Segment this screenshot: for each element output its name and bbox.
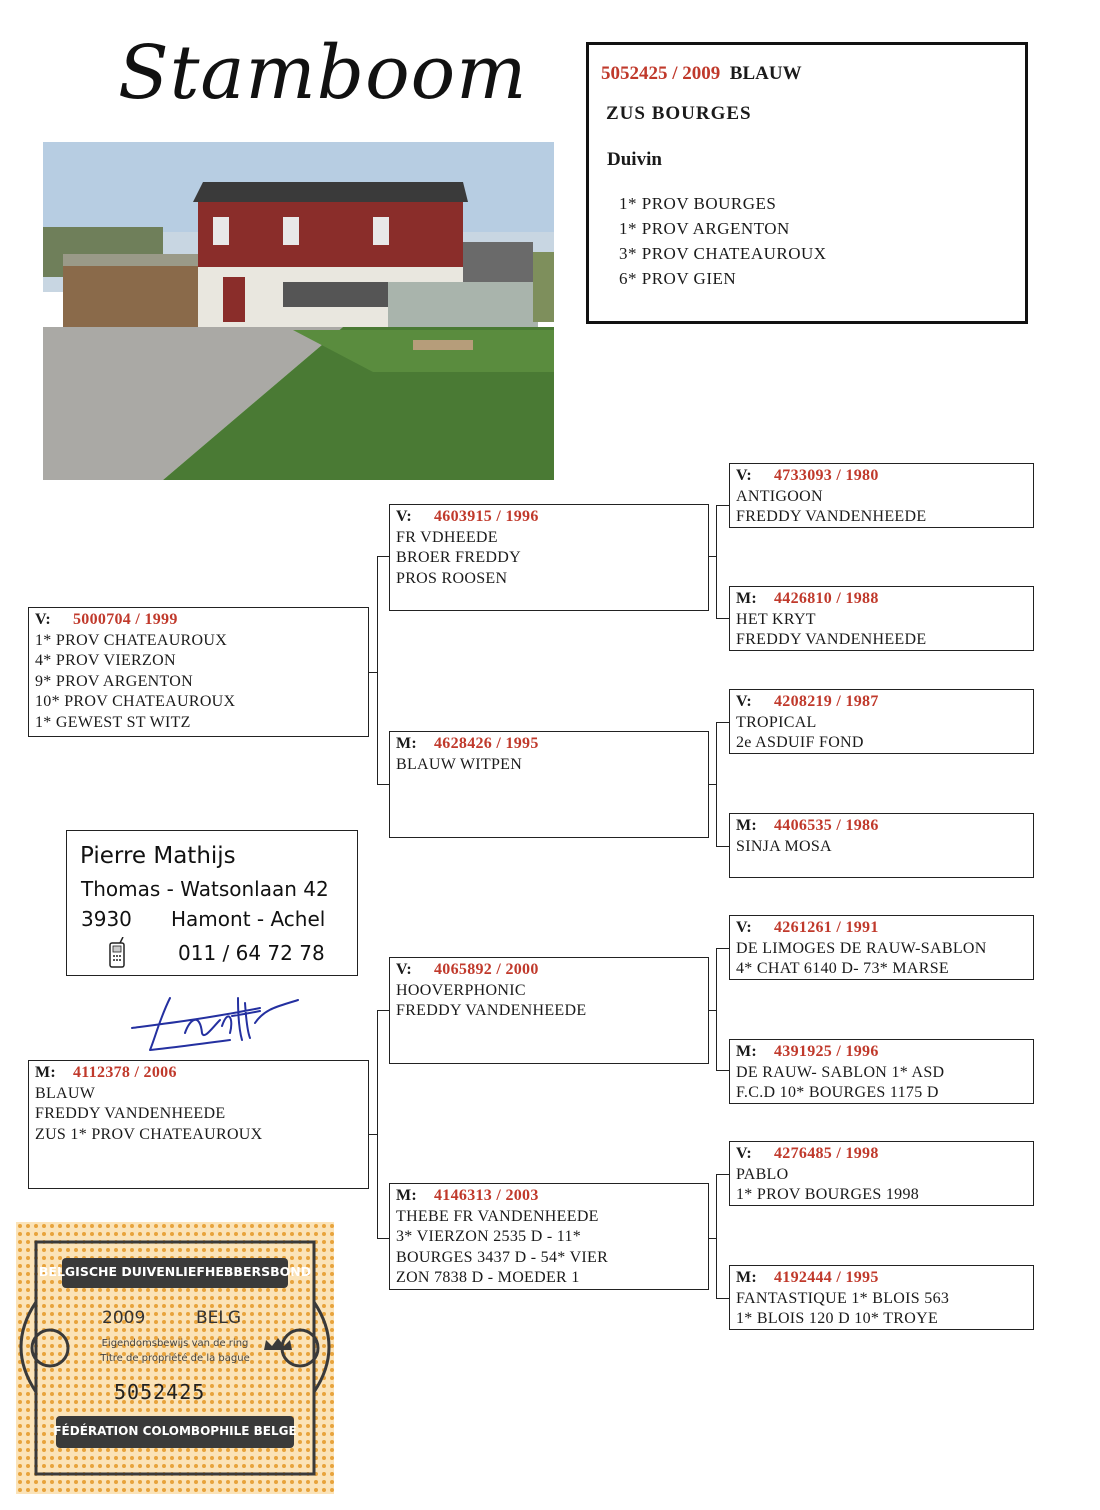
pedigree-great-grandparent <box>729 915 1034 980</box>
ring-number: 4628426 / 1995 <box>434 735 539 752</box>
pedigree-line: PABLO <box>736 1165 789 1183</box>
sex-label: M: <box>736 1043 758 1060</box>
pedigree-line: BLAUW <box>35 1084 96 1102</box>
pedigree-line: 10* PROV CHATEAUROUX <box>35 693 236 710</box>
result-line: 1* PROV ARGENTON <box>619 219 790 238</box>
owner-phone: 011 / 64 72 78 <box>178 941 325 965</box>
sex-label: V: <box>736 693 753 710</box>
pedigree-line: 1* PROV BOURGES 1998 <box>736 1186 920 1203</box>
pedigree-grandmother-maternal <box>389 1183 709 1290</box>
ring-card-country: BELG <box>196 1308 242 1328</box>
pedigree-line: BLAUW WITPEN <box>396 755 523 773</box>
ring-certificate <box>16 1222 334 1494</box>
phone-icon <box>107 937 129 974</box>
pedigree-great-grandparent <box>729 813 1034 878</box>
page-title: Stamboom <box>118 30 528 116</box>
pedigree-line: ZON 7838 D - MOEDER 1 <box>396 1269 580 1286</box>
pedigree-mother <box>28 1060 369 1189</box>
pigeon-name: ZUS BOURGES <box>606 103 752 124</box>
result-line: 1* PROV BOURGES <box>619 194 777 213</box>
pedigree-line: ZUS 1* PROV CHATEAUROUX <box>35 1125 263 1143</box>
pedigree-line: ANTIGOON <box>736 487 823 505</box>
pedigree-line: FREDDY VANDENHEEDE <box>736 508 927 525</box>
ring-card-line2: Titre de propriété de la bague <box>100 1353 250 1364</box>
pedigree-line: FREDDY VANDENHEEDE <box>396 1002 587 1019</box>
pedigree-line: TROPICAL <box>736 713 817 731</box>
sex-label: V: <box>396 961 413 978</box>
sex-label: M: <box>736 817 758 834</box>
sex-label: V: <box>736 467 753 484</box>
pedigree-line: 4* CHAT 6140 D- 73* MARSE <box>736 960 949 977</box>
pedigree-grandfather-maternal <box>389 957 709 1064</box>
ring-number: 4208219 / 1987 <box>774 693 879 710</box>
pedigree-line: 2e ASDUIF FOND <box>736 734 864 751</box>
ring-number: 4426810 / 1988 <box>774 590 879 607</box>
pedigree-grandmother-paternal <box>389 731 709 838</box>
ring-card-top: BELGISCHE DUIVENLIEFHEBBERSBOND <box>38 1264 312 1279</box>
pedigree-line: SINJA MOSA <box>736 837 832 855</box>
ring-number: 4146313 / 2003 <box>434 1187 539 1204</box>
pedigree-line: FREDDY VANDENHEEDE <box>736 631 927 648</box>
owner-postcode: 3930 <box>81 907 132 931</box>
pigeon-ring-line <box>601 63 802 85</box>
pedigree-line: FR VDHEEDE <box>396 528 498 546</box>
owner-name: Pierre Mathijs <box>80 843 236 869</box>
pedigree-great-grandparent <box>729 586 1034 651</box>
pedigree-line: 1* GEWEST ST WITZ <box>35 713 191 731</box>
pedigree-line: PROS ROOSEN <box>396 569 508 587</box>
pedigree-grandfather-paternal <box>389 504 709 611</box>
ring-card-line1: Eigendomsbewijs van de ring <box>101 1338 249 1349</box>
loft-photo <box>43 142 554 480</box>
ring-card-number: 5052425 <box>114 1380 206 1404</box>
pedigree-line: DE LIMOGES DE RAUW-SABLON <box>736 939 987 957</box>
ring-number: 4603915 / 1996 <box>434 508 539 525</box>
pigeon-sex: Duivin <box>607 149 662 170</box>
sex-label: V: <box>736 919 753 936</box>
pedigree-line: THEBE FR VANDENHEEDE <box>396 1207 599 1225</box>
pedigree-line: BOURGES 3437 D - 54* VIER <box>396 1248 609 1266</box>
pedigree-great-grandparent <box>729 1265 1034 1330</box>
pedigree-line: FREDDY VANDENHEEDE <box>35 1105 226 1122</box>
pigeon-info-box <box>586 42 1028 324</box>
pedigree-great-grandparent <box>729 463 1034 528</box>
ring-number: 5000704 / 1999 <box>73 611 178 628</box>
sex-label: V: <box>396 508 413 525</box>
pigeon-results <box>619 191 827 291</box>
ring-number: 4065892 / 2000 <box>434 961 539 978</box>
pedigree-father <box>28 607 369 737</box>
pedigree-line: F.C.D 10* BOURGES 1175 D <box>736 1084 939 1101</box>
ring-number: 4391925 / 1996 <box>774 1043 879 1060</box>
pedigree-line: HOOVERPHONIC <box>396 981 526 999</box>
owner-street: Thomas - Watsonlaan 42 <box>81 877 329 901</box>
sex-label: V: <box>35 611 52 628</box>
ring-card-year: 2009 <box>102 1308 146 1328</box>
ring-number: 4192444 / 1995 <box>774 1269 879 1286</box>
owner-city: Hamont - Achel <box>171 907 326 931</box>
ring-number: 4276485 / 1998 <box>774 1145 879 1162</box>
result-line: 6* PROV GIEN <box>619 269 737 288</box>
pedigree-line: 9* PROV ARGENTON <box>35 672 194 690</box>
pedigree-line: HET KRYT <box>736 610 816 628</box>
owner-address-box <box>66 830 358 976</box>
pedigree-line: BROER FREDDY <box>396 549 521 566</box>
pedigree-line: DE RAUW- SABLON 1* ASD <box>736 1063 945 1081</box>
ring-number: 4112378 / 2006 <box>73 1064 177 1081</box>
pigeon-color: BLAUW <box>729 63 802 84</box>
ring-number: 4406535 / 1986 <box>774 817 879 834</box>
sex-label: M: <box>736 1269 758 1286</box>
sex-label: V: <box>736 1145 753 1162</box>
pedigree-great-grandparent <box>729 1039 1034 1104</box>
signature <box>130 978 310 1058</box>
pedigree-line: 1* PROV CHATEAUROUX <box>35 631 228 649</box>
pigeon-ring: 5052425 / 2009 <box>601 63 721 84</box>
pedigree-great-grandparent <box>729 689 1034 754</box>
pedigree-line: 3* VIERZON 2535 D - 11* <box>396 1228 582 1245</box>
pedigree-line: 1* BLOIS 120 D 10* TROYE <box>736 1310 939 1327</box>
sex-label: M: <box>396 1187 418 1204</box>
ring-number: 4261261 / 1991 <box>774 919 879 936</box>
result-line: 3* PROV CHATEAUROUX <box>619 244 827 263</box>
sex-label: M: <box>736 590 758 607</box>
sex-label: M: <box>35 1064 57 1081</box>
sex-label: M: <box>396 735 418 752</box>
pedigree-great-grandparent <box>729 1141 1034 1206</box>
pedigree-line: FANTASTIQUE 1* BLOIS 563 <box>736 1289 950 1307</box>
ring-number: 4733093 / 1980 <box>774 467 879 484</box>
ring-card-bottom: FÉDÉRATION COLOMBOPHILE BELGE <box>53 1424 297 1438</box>
pedigree-line: 4* PROV VIERZON <box>35 652 176 669</box>
